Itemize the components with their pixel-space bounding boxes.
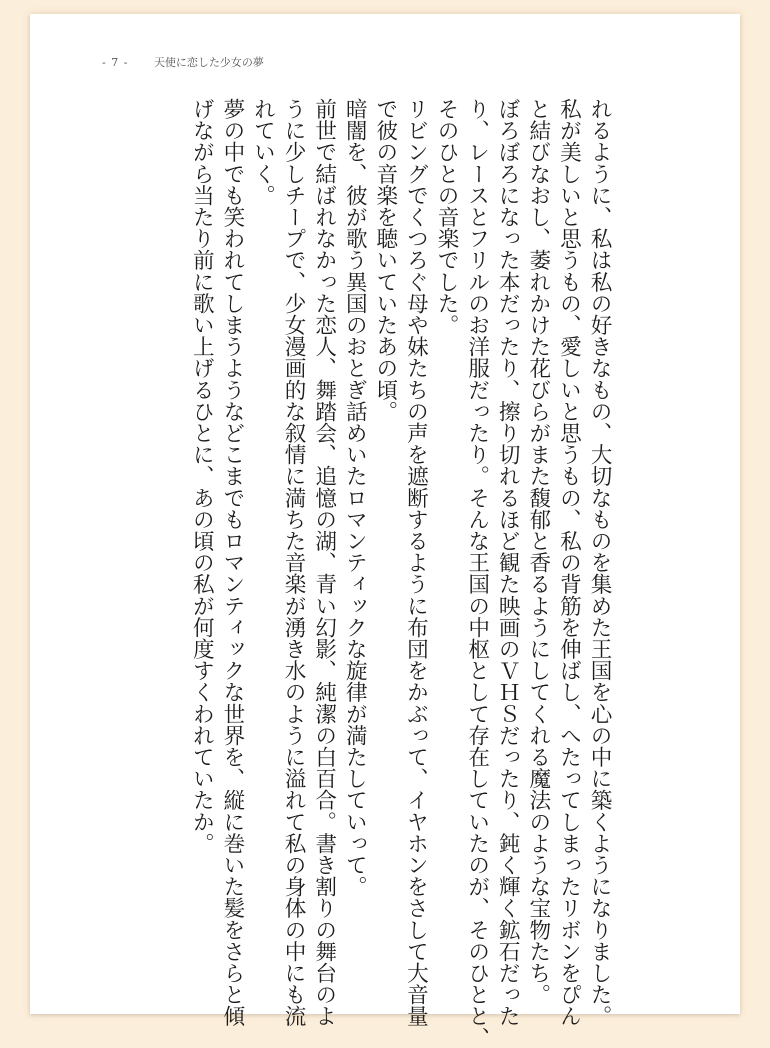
text-line: リビングでくつろぐ母や妹たちの声を遮断するように布団をかぶって、イヤホンをさして大音量 xyxy=(403,98,429,1027)
text-line: 暗闇を、彼が歌う異国のおとぎ話めいたロマンティックな旋律が満たしていって。 xyxy=(342,98,368,898)
page-number: - 7 - xyxy=(102,56,129,69)
text-line: そのひとの音楽でした。 xyxy=(434,98,460,336)
book-page xyxy=(30,14,740,1048)
text-line: で彼の音楽を聴いていたあの頃。 xyxy=(372,98,398,422)
text-line: 夢の中でも笑われてしまうようなどこまでもロマンティックな世界を、縦に巻いた髪をさらと傾 xyxy=(219,98,245,1027)
text-line: うに少しチープで、少女漫画的な叙情に満ちた音楽が湧き水のように溢れて私の身体の中にも流 xyxy=(281,98,307,1027)
text-line: ぼろぼろになった本だったり、擦り切れるほど観た映画のＶＨＳだったり、鈍く輝く鉱石だった xyxy=(495,98,521,1027)
text-line: げながら当たり前に歌い上げるひとに、あの頃の私が何度すくわれていたか。 xyxy=(189,98,215,854)
text-line: 私が美しいと思うもの、愛しいと思うもの、私の背筋を伸ばし、へたってしまったリボンをぴん xyxy=(556,98,582,1027)
running-header xyxy=(102,54,264,70)
text-line: 前世で結ばれなかった恋人、舞踏会、追憶の湖、青い幻影、純潔の白百合。書き割りの舞台のよ xyxy=(311,98,337,1027)
text-line: り、レースとフリルのお洋服だったり。そんな王国の中枢として存在していたのが、そのひとと、 xyxy=(464,98,490,1048)
vertical-body-text xyxy=(186,98,614,1048)
text-line: れるように、私は私の好きなもの、大切なものを集めた王国を心の中に築くようになりました。 xyxy=(587,98,612,1027)
text-line: れていく。 xyxy=(250,98,276,206)
text-line: と結びなおし、萎れかけた花びらがまた馥郁と香るようにしてくれる魔法のような宝物たち。 xyxy=(525,98,551,1006)
book-title: 天使に恋した少女の夢 xyxy=(153,56,264,69)
